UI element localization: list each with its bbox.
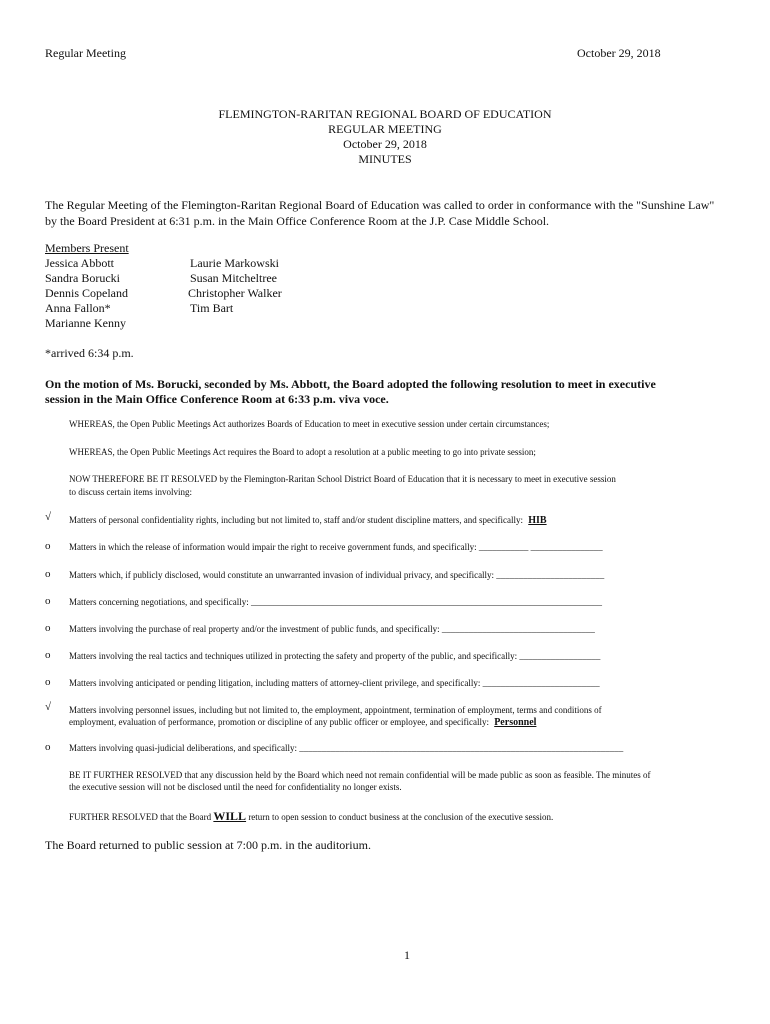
item-text: Matters involving the real tactics and techniques utilized in protecting the safety and property of the public, and specifically: __________________ bbox=[69, 651, 601, 661]
member: Tim Bart bbox=[190, 301, 234, 315]
member: Susan Mitcheltree bbox=[190, 271, 277, 285]
motion-paragraph: On the motion of Ms. Borucki, seconded by Ms. Abbott, the Board adopted the following resolution to meet in executive session in the Main Office Conference Room at 6:33 p.m. viva voce. bbox=[45, 377, 656, 406]
checkmark-icon: √ bbox=[45, 701, 52, 713]
circle-icon: o bbox=[45, 741, 51, 753]
circle-icon: o bbox=[45, 540, 51, 552]
item-text-cont: employment, evaluation of performance, promotion or discipline of any public officer or employee, and specifically: Personnel bbox=[69, 717, 537, 728]
member: Dennis Copeland bbox=[45, 286, 128, 300]
now-therefore: NOW THEREFORE BE IT RESOLVED by the Flemington-Raritan School District Board of Education that it is necessary to meet in executive session bbox=[69, 474, 616, 484]
item-text: Matters involving anticipated or pending litigation, including matters of attorney-client privilege, and specifically: __________________________ bbox=[69, 678, 600, 688]
members-heading: Members Present bbox=[45, 241, 129, 255]
item-text: Matters of personal confidentiality rights, including but not limited to, staff and/or student discipline matters, and specifically: HIB bbox=[69, 515, 547, 526]
checkmark-icon: √ bbox=[45, 511, 52, 523]
further-resolved-2: FURTHER RESOLVED that the Board WILL return to open session to conduct business at the conclusion of the executive session. bbox=[69, 809, 554, 823]
title-line-4: MINUTES bbox=[358, 152, 412, 166]
item-text: Matters in which the release of information would impair the right to receive government funds, and specifically: ___________ ________________ bbox=[69, 542, 603, 552]
circle-icon: o bbox=[45, 676, 51, 688]
member: Laurie Markowski bbox=[190, 256, 279, 270]
further-resolved-1-cont: the executive session will not be disclosed until the need for confidentiality no longer exists. bbox=[69, 782, 402, 792]
further-resolved-1: BE IT FURTHER RESOLVED that any discussion held by the Board which need not remain confidential will be made public as soon as feasible. The minutes of bbox=[69, 770, 651, 780]
member: Marianne Kenny bbox=[45, 316, 126, 330]
circle-icon: o bbox=[45, 649, 51, 661]
member: Christopher Walker bbox=[188, 286, 282, 300]
item-text: Matters which, if publicly disclosed, would constitute an unwarranted invasion of individual privacy, and specifically: ________________________ bbox=[69, 570, 605, 580]
member: Jessica Abbott bbox=[45, 256, 114, 270]
item-text: Matters involving the purchase of real property and/or the investment of public funds, and specifically: __________________________________ bbox=[69, 624, 595, 634]
circle-icon: o bbox=[45, 622, 51, 634]
arrived-note: *arrived 6:34 p.m. bbox=[45, 346, 134, 360]
circle-icon: o bbox=[45, 595, 51, 607]
item-text: Matters concerning negotiations, and specifically: ______________________________________________________________________________ bbox=[69, 597, 602, 607]
intro-paragraph: The Regular Meeting of the Flemington-Raritan Regional Board of Education was called to order in conformance with the "Sunshine Law" by the Board President at 6:31 p.m. in the Main Office Conference Room at the J.P. Case Middle School. bbox=[45, 198, 715, 228]
member: Anna Fallon* bbox=[45, 301, 111, 315]
title-line-1: FLEMINGTON-RARITAN REGIONAL BOARD OF EDUCATION bbox=[218, 107, 552, 121]
member: Sandra Borucki bbox=[45, 271, 120, 285]
now-therefore-cont: to discuss certain items involving: bbox=[69, 487, 192, 497]
whereas-1: WHEREAS, the Open Public Meetings Act authorizes Boards of Education to meet in executive session under certain circumstances; bbox=[69, 419, 550, 429]
page-number: 1 bbox=[404, 948, 410, 962]
title-line-2: REGULAR MEETING bbox=[328, 122, 442, 136]
whereas-2: WHEREAS, the Open Public Meetings Act requires the Board to adopt a resolution at a public meeting to go into private session; bbox=[69, 447, 536, 457]
circle-icon: o bbox=[45, 568, 51, 580]
item-text: Matters involving quasi-judicial deliberations, and specifically: ________________________________________________________________________ bbox=[69, 743, 624, 753]
header-left: Regular Meeting bbox=[45, 46, 126, 60]
item-text: Matters involving personnel issues, including but not limited to, the employment, appointment, termination of employment, terms and conditions of bbox=[69, 705, 602, 715]
will-emphasis: WILL bbox=[213, 809, 247, 823]
item-specific: Personnel bbox=[494, 717, 537, 728]
returned-statement: The Board returned to public session at 7:00 p.m. in the auditorium. bbox=[45, 838, 371, 852]
header-right: October 29, 2018 bbox=[577, 46, 661, 60]
item-specific: HIB bbox=[528, 515, 547, 526]
title-line-3: October 29, 2018 bbox=[343, 137, 427, 151]
